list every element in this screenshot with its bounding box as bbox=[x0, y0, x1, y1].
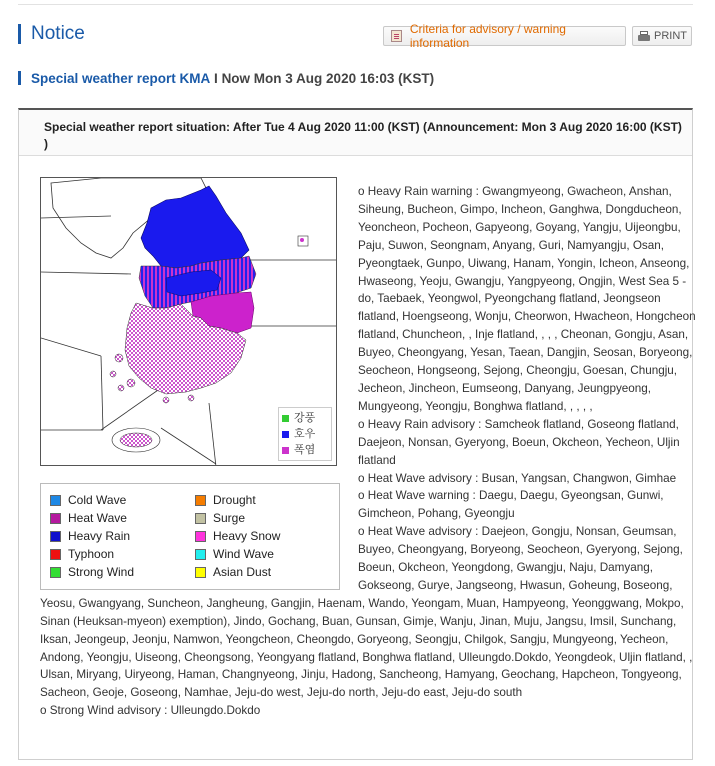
legend-label: Wind Wave bbox=[213, 547, 274, 561]
map-legend-label: 폭염 bbox=[294, 444, 316, 456]
page-header bbox=[18, 22, 85, 46]
page-title: Notice bbox=[31, 23, 85, 44]
top-divider bbox=[18, 4, 693, 5]
legend-label: Drought bbox=[213, 493, 256, 507]
map-float-spacer bbox=[40, 183, 358, 578]
print-button-label: PRINT bbox=[654, 30, 687, 42]
printer-icon bbox=[638, 31, 650, 42]
print-button[interactable] bbox=[632, 26, 692, 46]
report-box bbox=[18, 108, 696, 760]
warning-paragraph: o Heavy Rain warning : Gwangmyeong, Gwacheon, Anshan, Siheung, Bucheon, Gimpo, Incheon, Ganghwa, Dongducheon, Yeoncheon, Pocheon, Gapyeong, Goyang, Yangju, Uijeongbu, Paju, Suwon, Seongnam, Anyang, Guri, Namyangju, Osan, Pyeongtaek, Gunpo, Uiwang, Hanam, Yongin, Icheon, Anseong, Hwaseong, Yeoju, Gwangju, Yangpyeong, Ongjin, West Sea 5 - do, Taebaek, Yeongwol, Pyeongchang flatland, Jeongseon flatland, Hoengseong, Wonju, Cheorwon, Hwacheon, Hongcheon flatland, Chuncheon, , Inje flatland, , , , Cheonan, Gongju, Asan, Buyeo, Cheongyang, Yesan, Taean, Dangjin, Seosan, Boryeong, Seocheon, Hongseong, Sejong, Cheongju, Goesan, Chungju, Jecheon, Jincheon, Eumseong, Danyang, Jeungpyeong, Mungyeong, Yeongju, Bonghwa flatland, , , , , bbox=[358, 185, 696, 413]
legend-label: Heavy Snow bbox=[213, 529, 281, 543]
report-title-separator: I bbox=[210, 70, 222, 86]
document-icon bbox=[391, 30, 402, 42]
legend-label: Heat Wave bbox=[68, 511, 127, 525]
warning-paragraph: o Heavy Rain advisory : Samcheok flatland, Goseong flatland, Daejeon, Nonsan, Gyeryong, Boeun, Okcheon, Yecheon, Uljin flatland bbox=[358, 417, 680, 467]
criteria-button[interactable] bbox=[383, 22, 626, 50]
legend-label: Heavy Rain bbox=[68, 529, 131, 543]
report-title-main: Special weather report KMA bbox=[31, 70, 211, 86]
map-legend-label: 강풍 bbox=[294, 412, 316, 424]
warning-paragraph: o Heat Wave advisory : Daejeon, Gongju, Nonsan, Geumsan, Buyeo, Cheongyang, Boryeong, Seocheon, Gyeryong, Sejong, Boeun, Okcheon, Yeongdong, Gwangju, Naju, Damyang, Gokseong, Gurye, Jangseong, Hwasun, Goheung, Boseong, Yeosu, Gwangyang, Suncheon, Jangheung, Gangjin, Haenam, Wando, Yeongam, Muan, Hampyeong, Yeonggwang, Mokpo, Sinan (Heuksan-myeon) exemption), Jindo, Gochang, Buan, Gunsan, Gimje, Wanju, Jinan, Muju, Jangsu, Imsil, Sunchang, Iksan, Jeongeup, Jeonju, Namwon, Yeongcheon, Cheongdo, Goryeong, Seongju, Chilgok, Sangju, Mungyeong, Yecheon, Andong, Yeongju, Uiseong, Cheongsong, Yeongyang flatland, Bonghwa flatland, Ulleungdo.Dokdo, Yeongdeok, Uljin flatland, , Ulsan, Miryang, Uiryeong, Haman, Changnyeong, Jinju, Hadong, Sancheong, Hamyang, Geochang, Hapcheon, Tongyeong, Sacheon, Geoje, Goseong, Namhae, Jeju-do west, Jeju-do north, Jeju-do east, Jeju-do south bbox=[40, 525, 693, 700]
legend-label: Asian Dust bbox=[213, 565, 272, 579]
report-title-time: Now Mon 3 Aug 2020 16:03 (KST) bbox=[221, 70, 435, 86]
map-legend-label: 호우 bbox=[294, 428, 316, 440]
warning-paragraph: o Strong Wind advisory : Ulleungdo.Dokdo bbox=[40, 704, 261, 718]
legend-label: Strong Wind bbox=[68, 565, 135, 579]
criteria-button-label: Criteria for advisory / warning information bbox=[409, 22, 566, 50]
legend-label: Surge bbox=[213, 511, 246, 525]
warning-text-area bbox=[40, 183, 700, 720]
header-accent-bar bbox=[18, 24, 21, 44]
report-title bbox=[18, 68, 434, 88]
warning-paragraph: o Heat Wave advisory : Busan, Yangsan, Changwon, Gimhae bbox=[358, 471, 677, 485]
legend-label: Typhoon bbox=[68, 547, 115, 561]
warning-paragraph: o Heat Wave warning : Daegu, Daegu, Gyeongsan, Gunwi, Gimcheon, Pohang, Gyeongju bbox=[358, 489, 664, 521]
legend-label: Cold Wave bbox=[68, 493, 127, 507]
situation-heading: Special weather report situation: After Tue 4 Aug 2020 11:00 (KST) (Announcement: Mon 3 Aug 2020 16:00 (KST) ) bbox=[19, 110, 692, 156]
report-title-bar bbox=[18, 71, 21, 85]
